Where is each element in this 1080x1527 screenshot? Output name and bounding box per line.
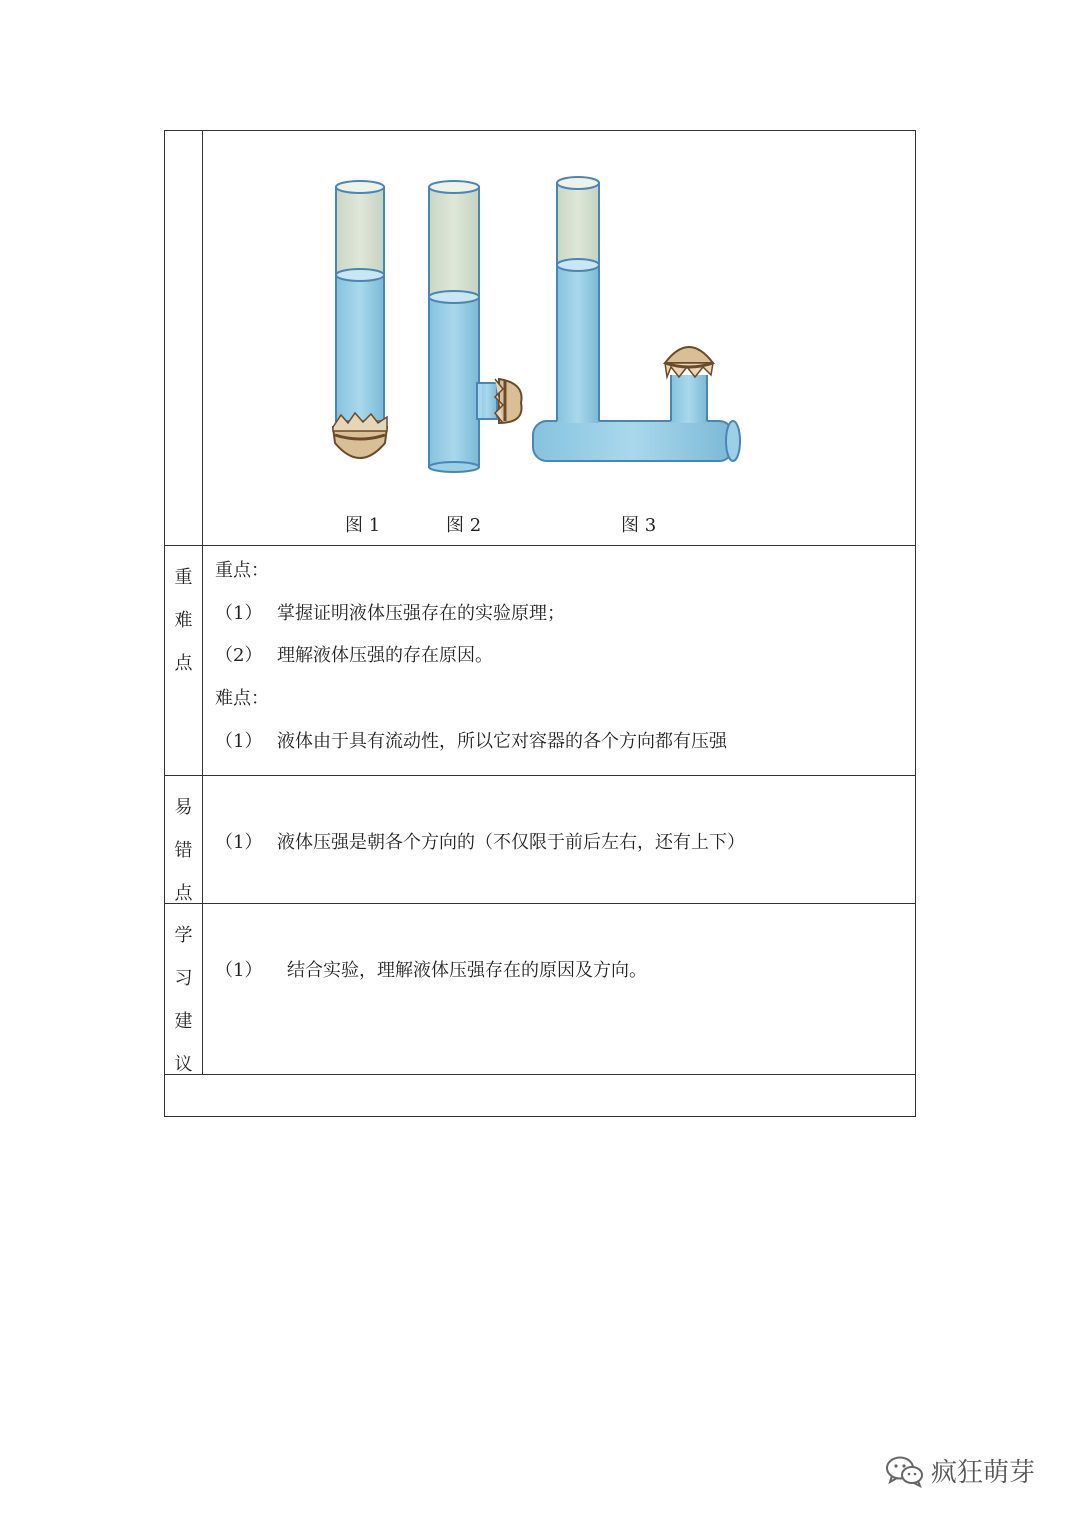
key-points-content: [203, 546, 915, 775]
figure-cell: [203, 131, 915, 545]
study-advice-content: [203, 904, 915, 1074]
watermark-text: 疯狂萌芽: [931, 1458, 1036, 1488]
label-char: 点: [174, 653, 193, 674]
rubber-membrane-side: [499, 379, 522, 423]
focus-title: 重点：: [215, 560, 269, 581]
tube-2: [429, 181, 522, 472]
difficulty-title: 难点：: [215, 688, 269, 709]
figure-row: [165, 131, 915, 545]
label-char: 错: [174, 840, 193, 861]
item-number: （1）: [215, 603, 263, 624]
label-char: 易: [174, 797, 193, 818]
label-char: 重: [174, 567, 193, 588]
study-advice-label: [165, 904, 203, 1074]
item-number: （1）: [215, 832, 263, 853]
wechat-icon: [885, 1454, 925, 1488]
item-text: 掌握证明液体压强存在的实验原理；: [277, 603, 565, 624]
error-points-label: [165, 776, 203, 903]
rubber-membrane-top: [665, 347, 713, 363]
label-char: 点: [174, 883, 193, 904]
item-text: 液体由于具有流动性，所以它对容器的各个方向都有压强: [277, 731, 727, 752]
lesson-table: [164, 130, 916, 1117]
error-points-content: [203, 776, 915, 903]
caption-fig-3: 图 3: [621, 515, 657, 536]
label-char: 建: [174, 1011, 193, 1032]
label-char: 议: [174, 1054, 193, 1075]
key-points-label: [165, 546, 203, 775]
caption-fig-2: 图 2: [446, 515, 482, 536]
key-points-row: [165, 545, 915, 775]
error-points-row: [165, 775, 915, 903]
item-text: 理解液体压强的存在原因。: [277, 645, 493, 666]
item-text: 液体压强是朝各个方向的（不仅限于前后左右，还有上下）: [277, 832, 745, 853]
caption-fig-1: 图 1: [345, 515, 381, 536]
difficulty-item: [215, 727, 727, 753]
item-number: （2）: [215, 645, 263, 666]
label-char: 难: [174, 610, 193, 631]
item-text: 结合实验，理解液体压强存在的原因及方向。: [287, 960, 647, 981]
label-char: 学: [174, 925, 193, 946]
focus-item: [215, 599, 565, 625]
tube-1: [333, 181, 387, 458]
item-number: （1）: [215, 960, 263, 981]
figure-row-label: [165, 131, 203, 545]
liquid-pressure-figure: [203, 131, 915, 545]
watermark: [885, 1452, 1035, 1489]
label-char: 习: [174, 968, 193, 989]
error-item: [215, 828, 745, 854]
study-advice-row: [165, 903, 915, 1074]
tube-3: [533, 177, 740, 461]
advice-item: [215, 956, 647, 982]
item-number: （1）: [215, 731, 263, 752]
focus-item: [215, 641, 493, 667]
empty-row: [165, 1074, 915, 1116]
